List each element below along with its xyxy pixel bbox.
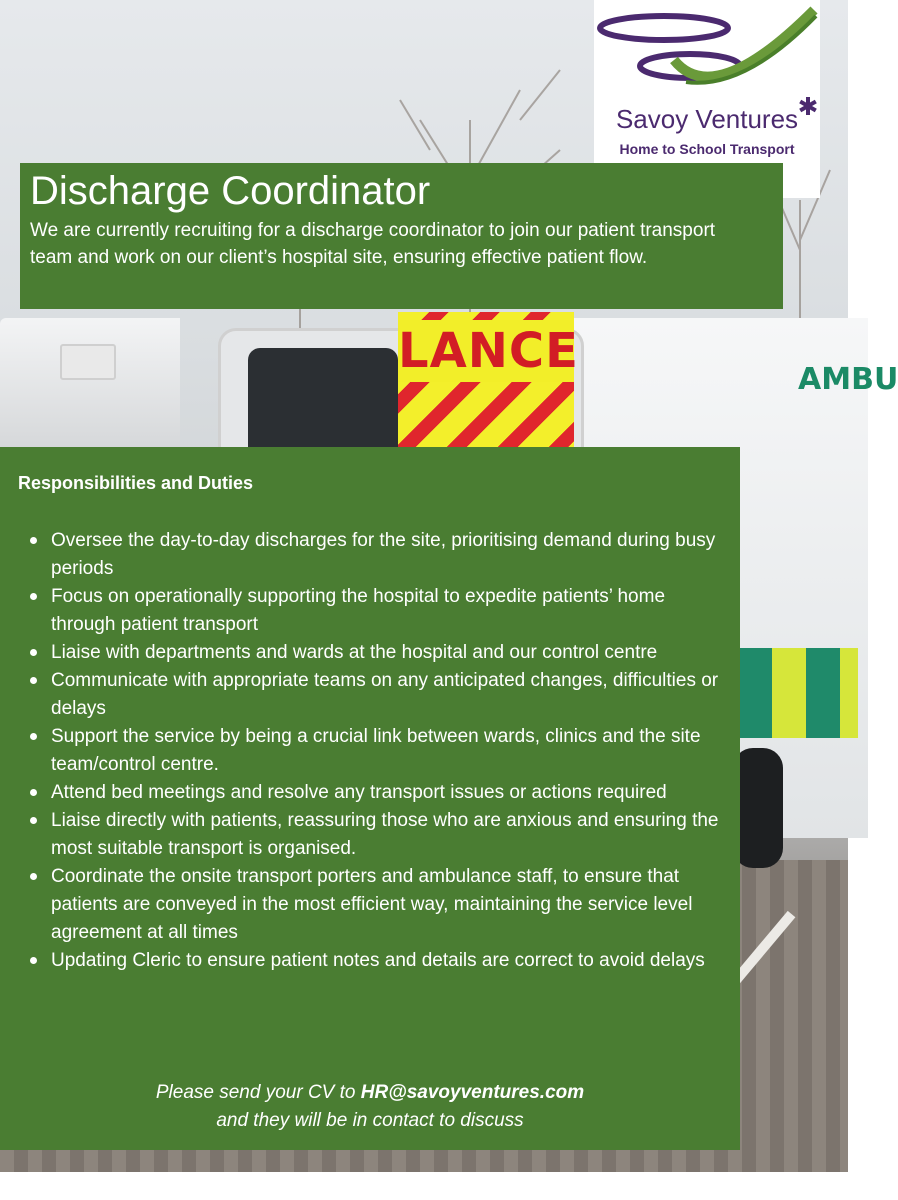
bullet-icon <box>30 649 37 656</box>
ambulance-sign-text: LANCE <box>398 320 574 382</box>
bullet-icon <box>30 789 37 796</box>
list-item <box>30 863 720 947</box>
white-van <box>0 318 180 448</box>
logo-swoosh-icon <box>594 0 820 110</box>
bullet-icon <box>30 817 37 824</box>
job-intro: We are currently recruiting for a discharge coordinator to join our patient transport team and work on our client’s hospital site, ensuring effective patient flow. <box>30 220 716 268</box>
responsibilities-heading: Responsibilities and Duties <box>18 473 254 493</box>
duties-list <box>30 527 720 975</box>
list-item <box>30 779 720 807</box>
list-item <box>30 947 720 975</box>
duty-text: Liaise directly with patients, reassuring those who are anxious and ensuring the most suitable transport is organised. <box>51 810 719 859</box>
email-link[interactable]: HR@savoyventures.com <box>360 1082 585 1103</box>
duty-text: Support the service by being a crucial link between wards, clinics and the site team/control centre. <box>51 726 701 775</box>
logo-subtitle: Home to School Transport <box>619 141 795 157</box>
job-header-panel <box>20 163 783 309</box>
contact-cta <box>0 1079 740 1135</box>
job-title: Discharge Coordinator <box>30 169 431 213</box>
duty-text: Updating Cleric to ensure patient notes and details are correct to avoid delays <box>51 950 705 971</box>
bullet-icon <box>30 957 37 964</box>
bullet-icon <box>30 677 37 684</box>
duty-text: Communicate with appropriate teams on any anticipated changes, difficulties or delays <box>51 670 719 719</box>
responsibilities-panel <box>0 447 740 1150</box>
duty-text: Oversee the day-to-day discharges for the site, prioritising demand during busy periods <box>51 530 716 579</box>
cta-line2: and they will be in contact to discuss <box>216 1110 524 1131</box>
list-item <box>30 807 720 863</box>
bullet-icon <box>30 873 37 880</box>
ambulance-side-label: AMBU <box>798 362 898 397</box>
duty-text: Focus on operationally supporting the hospital to expedite patients’ home through patient transport <box>51 586 666 635</box>
list-item <box>30 639 720 667</box>
list-item <box>30 723 720 779</box>
list-item <box>30 527 720 583</box>
list-item <box>30 667 720 723</box>
bullet-icon <box>30 537 37 544</box>
duty-text: Liaise with departments and wards at the hospital and our control centre <box>51 642 658 663</box>
duty-text: Attend bed meetings and resolve any transport issues or actions required <box>51 782 667 803</box>
bullet-icon <box>30 733 37 740</box>
duty-text: Coordinate the onsite transport porters and ambulance staff, to ensure that patients are conveyed in the most efficient way, maintaining the service level agreement at all times <box>51 866 693 943</box>
logo-name: Savoy Ventures <box>615 104 799 134</box>
list-item <box>30 583 720 639</box>
bullet-icon <box>30 593 37 600</box>
cta-prefix: Please send your CV to <box>155 1082 361 1103</box>
